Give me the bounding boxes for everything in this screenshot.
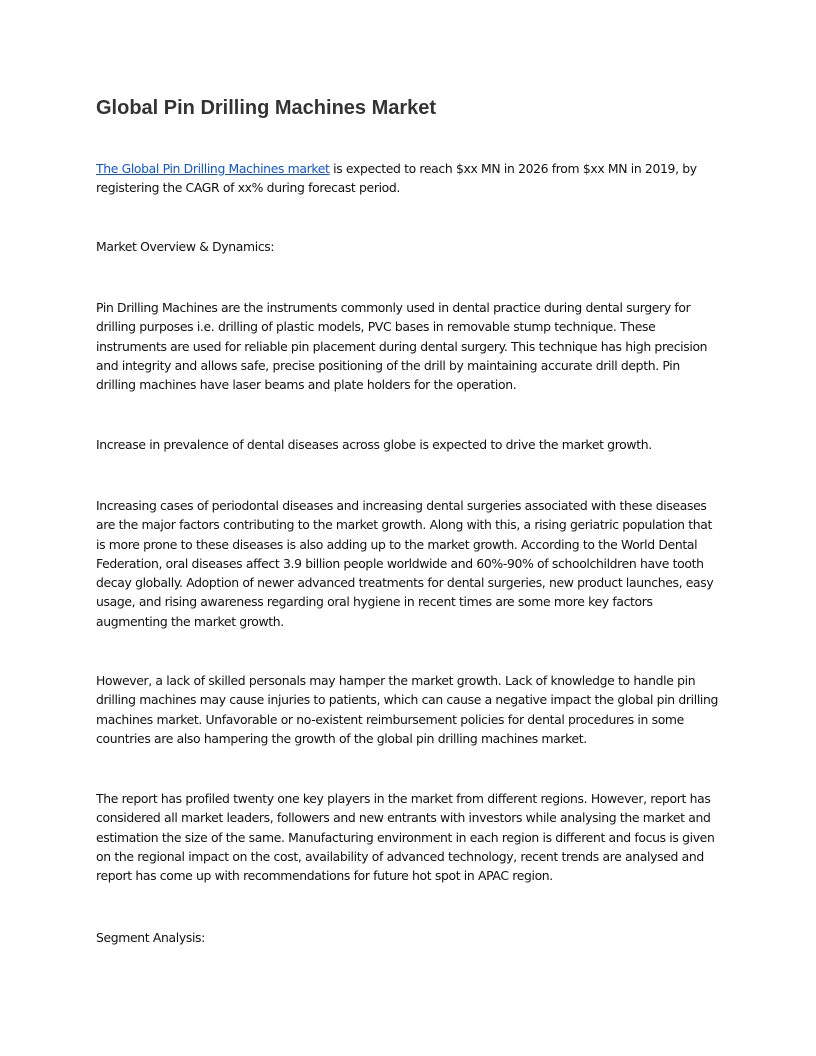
market-report-link[interactable]: The Global Pin Drilling Machines market [96, 161, 330, 176]
restraints-paragraph: However, a lack of skilled personals may hamper the market growth. Lack of knowledge to handle pin drilling machines may cause injuries to patients, which can cause a negative impact the global pin drilling machines market. Unfavorable or no-existent reimbursement policies for dental procedures in some countries are also hampering the growth of the global pin drilling machines market. [96, 673, 719, 746]
intro-text: is expected to reach $xx MN in 2026 from $xx MN in 2019, by registering the CAGR of xx% during forecast period. [96, 161, 697, 196]
definition-paragraph: Pin Drilling Machines are the instruments commonly used in dental practice during dental surgery for drilling purposes i.e. drilling of plastic models, PVC bases in removable stump technique. These instruments are used for reliable pin placement during dental surgery. This technique has high precision and integrity and allows safe, precise positioning of the drill by maintaining accurate drill depth. Pin drilling machines have laser beams and plate holders for the operation. [96, 300, 708, 393]
section-heading-segment: Segment Analysis: [96, 930, 205, 945]
page-title: Global Pin Drilling Machines Market [96, 97, 437, 119]
driver-paragraph: Increase in prevalence of dental diseases across globe is expected to drive the market growth. [96, 437, 652, 452]
growth-factors-paragraph: Increasing cases of periodontal diseases and increasing dental surgeries associated with these diseases are the major factors contributing to the market growth. Along with this, a rising geriatric population that is more prone to these diseases is also adding up to the market growth. According to the World Dental Federation, oral diseases affect 3.9 billion people worldwide and 60%-90% of schoolchildren have tooth decay globally. Adoption of newer advanced treatments for dental surgeries, new product launches, easy usage, and rising awareness regarding oral hygiene in recent times are some more key factors augmenting the market growth. [96, 498, 714, 629]
section-heading-overview: Market Overview & Dynamics: [96, 239, 275, 254]
intro-paragraph [96, 159, 722, 198]
report-scope-paragraph: The report has profiled twenty one key players in the market from different regions. However, report has considered all market leaders, followers and new entrants with investors while analysing the market and estimation the size of the same. Manufacturing environment in each region is different and focus is given on the regional impact on the cost, availability of advanced technology, recent trends are analysed and report has come up with recommendations for future hot spot in APAC region. [96, 791, 715, 884]
